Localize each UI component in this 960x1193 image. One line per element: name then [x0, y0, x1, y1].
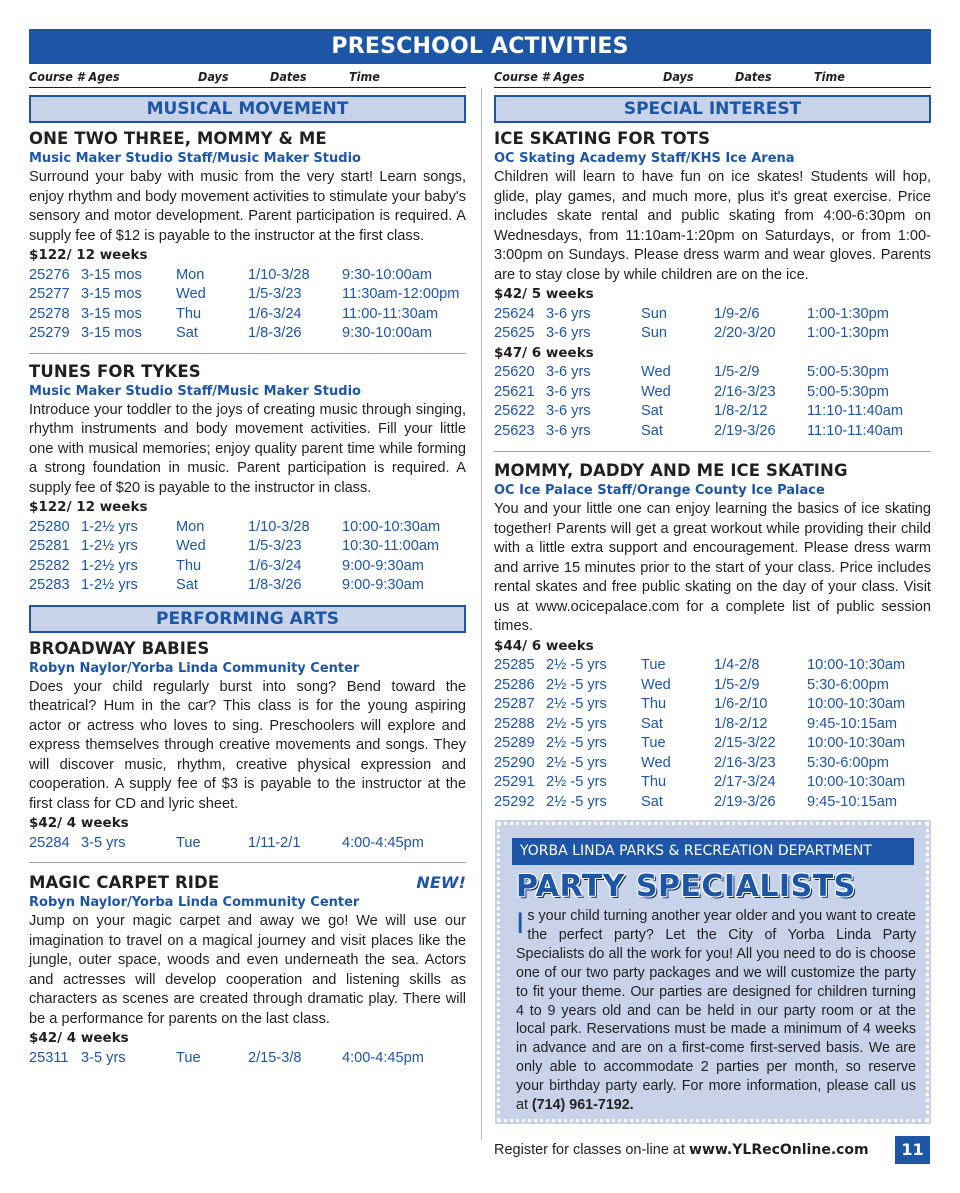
course-dates: 1/10-3/28	[248, 266, 310, 283]
course-day: Sat	[641, 715, 663, 732]
course-dates: 2/16-3/23	[714, 383, 776, 400]
course-number: 25288	[494, 715, 535, 732]
course-day: Sat	[641, 422, 663, 439]
course-number: 25292	[494, 793, 535, 810]
schedule-row	[494, 383, 931, 403]
schedule-row	[494, 656, 931, 676]
course-time: 9:30-10:00am	[342, 266, 433, 283]
course-time: 5:00-5:30pm	[807, 383, 889, 400]
course-ages: 2½ -5 yrs	[546, 657, 607, 673]
course-title	[494, 461, 931, 481]
course-day: Sat	[641, 793, 663, 810]
course-number: 25280	[29, 518, 70, 535]
course-day: Thu	[641, 696, 667, 712]
course-number: 25621	[494, 383, 535, 400]
course-number: 25283	[29, 577, 70, 593]
course-description: You and your little one can enjoy learning the basics of ice skating together! Parents will get a great workout while providing their child with a little extra support and encouragement. Please dress warm and arrive 15 minutes prior to the start of your class. Price includes rental skates and free public skating on the day of your class. Visit us at www.ocicepalace.com for a complete list of public session times.	[494, 501, 931, 634]
section-musical-movement: MUSICAL MOVEMENT	[29, 95, 466, 123]
course-instructor: Music Maker Studio Staff/Music Maker Studio	[29, 151, 361, 166]
course-ages: 3-6 yrs	[546, 422, 591, 439]
page-number: 11	[895, 1136, 930, 1164]
course-day: Sun	[641, 325, 667, 341]
footer-url-link[interactable]: www.YLRecOnline.com	[689, 1142, 869, 1158]
schedule-row	[494, 754, 931, 774]
course-day: Sun	[641, 305, 667, 322]
course-time: 4:00-4:45pm	[342, 834, 424, 851]
section-performing-arts: PERFORMING ARTS	[29, 605, 466, 633]
course-time: 9:45-10:15am	[807, 715, 898, 732]
course-day: Wed	[641, 754, 671, 771]
course-day: Wed	[641, 364, 671, 380]
course-time: 5:00-5:30pm	[807, 364, 889, 380]
course-number: 25290	[494, 754, 535, 771]
course-dates: 1/5-2/9	[714, 364, 760, 380]
course-time: 10:00-10:30am	[807, 774, 906, 790]
schedule-row	[29, 1049, 466, 1069]
course-time: 11:30am-12:00pm	[342, 286, 460, 302]
schedule-row	[494, 695, 931, 715]
column-headers	[494, 66, 931, 88]
course-time: 10:00-10:30am	[807, 735, 906, 751]
course-dates: 2/19-3/26	[714, 793, 776, 810]
course-dates: 2/15-3/22	[714, 735, 776, 751]
course-day: Tue	[176, 1049, 201, 1066]
column-divider	[481, 88, 482, 1140]
course-dates: 1/8-2/12	[714, 715, 768, 732]
course-day: Sat	[176, 325, 198, 341]
course-dates: 1/8-3/26	[248, 577, 302, 593]
course-instructor: OC Ice Palace Staff/Orange County Ice Palace	[494, 483, 825, 498]
course-dates: 1/6-2/10	[714, 696, 768, 712]
course-number: 25286	[494, 676, 535, 693]
schedule-row	[494, 305, 931, 325]
course-time: 9:00-9:30am	[342, 557, 424, 574]
course-ages: 2½ -5 yrs	[546, 793, 607, 810]
course-time: 10:00-10:30am	[807, 657, 906, 673]
course-ages: 3-6 yrs	[546, 364, 591, 380]
schedule-row	[494, 363, 931, 383]
course-dates: 1/8-3/26	[248, 325, 302, 341]
course-price: $122/ 12 weeks	[29, 499, 148, 515]
footer	[494, 1138, 869, 1162]
course-ages: 3-15 mos	[81, 325, 142, 341]
course-time: 9:30-10:00am	[342, 325, 433, 341]
course-instructor: Robyn Naylor/Yorba Linda Community Center	[29, 660, 360, 676]
schedule-table	[29, 1049, 466, 1069]
header-time: Time	[814, 69, 845, 84]
course-price: $47/ 6 weeks	[494, 344, 594, 361]
course-ages: 3-15 mos	[81, 305, 142, 322]
course-ages: 3-5 yrs	[81, 1049, 126, 1066]
course-day: Tue	[641, 735, 666, 751]
course-ages: 2½ -5 yrs	[546, 774, 607, 790]
course-price: $42/ 4 weeks	[29, 1030, 129, 1046]
course-title	[29, 129, 466, 149]
course-description: Introduce your toddler to the joys of creating music through singing, rhythm instruments and body movement activities. Fill your little one with musical memories; enjoy quality parent time while forming a strong foundation in music. Parent participation is required. A supply fee of $20 is payable to the instructor in class.	[29, 401, 466, 496]
course-number: 25282	[29, 557, 70, 574]
schedule-row	[494, 402, 931, 422]
course-ages: 3-6 yrs	[546, 403, 591, 419]
course-ages: 1-2½ yrs	[81, 577, 138, 593]
course-day: Wed	[176, 286, 206, 302]
course-day: Mon	[176, 266, 205, 283]
section-special-interest: SPECIAL INTEREST	[494, 95, 931, 123]
course-ages: 3-6 yrs	[546, 383, 591, 400]
course-number: 25620	[494, 364, 535, 380]
course-number: 25289	[494, 735, 535, 751]
course-tunes-for-tykes	[29, 362, 466, 596]
schedule-row	[29, 576, 466, 596]
schedule-row	[494, 422, 931, 442]
course-ages: 2½ -5 yrs	[546, 735, 607, 751]
course-time: 9:00-9:30am	[342, 577, 424, 593]
header-days: Days	[663, 69, 694, 84]
course-magic-carpet-ride	[29, 873, 466, 1068]
course-number: 25276	[29, 266, 70, 283]
course-time: 1:00-1:30pm	[807, 325, 889, 341]
course-price: $44/ 6 weeks	[494, 637, 594, 654]
course-title-text: MOMMY, DADDY AND ME ICE SKATING	[494, 461, 848, 480]
course-dates: 1/5-2/9	[714, 676, 760, 693]
course-number: 25278	[29, 305, 70, 322]
schedule-table	[494, 656, 931, 812]
course-number: 25284	[29, 834, 70, 851]
course-number: 25623	[494, 422, 535, 439]
course-title	[29, 639, 466, 659]
drop-cap: I	[516, 907, 525, 940]
course-price: $42/ 4 weeks	[29, 815, 129, 831]
divider	[494, 451, 931, 452]
course-number: 25291	[494, 774, 535, 790]
schedule-row	[29, 305, 466, 325]
course-description: Jump on your magic carpet and away we go! We will use our imagination to travel on a magical journey and visit places like the jungle, outer space, woods and even underneath the sea. Actors and actresses will develop cooperation and listening skills as characters as scenes are created through dramatic play. There will be a performance for parents on the last class.	[29, 913, 466, 1027]
course-day: Tue	[176, 834, 201, 851]
course-dates: 1/11-2/1	[248, 834, 301, 851]
course-ages: 3-15 mos	[81, 286, 142, 302]
schedule-row	[29, 518, 466, 538]
header-time: Time	[349, 69, 380, 84]
course-time: 9:45-10:15am	[807, 793, 898, 810]
schedule-row	[494, 324, 931, 344]
course-ages: 2½ -5 yrs	[546, 696, 607, 712]
course-dates: 1/6-3/24	[248, 557, 302, 574]
course-dates: 1/4-2/8	[714, 657, 760, 673]
course-number: 25279	[29, 325, 70, 341]
course-day: Wed	[176, 538, 206, 554]
schedule-table	[29, 518, 466, 596]
header-dates: Dates	[735, 69, 772, 84]
course-dates: 1/5-3/23	[248, 538, 302, 554]
schedule-row	[29, 285, 466, 305]
course-day: Tue	[641, 657, 666, 673]
course-time: 5:30-6:00pm	[807, 754, 889, 771]
schedule-row	[494, 676, 931, 696]
course-dates: 1/8-2/12	[714, 403, 768, 419]
course-day: Thu	[176, 557, 202, 574]
course-ice-skating-for-tots	[494, 129, 931, 441]
course-time: 11:10-11:40am	[807, 403, 904, 419]
course-title-text: TUNES FOR TYKES	[29, 361, 201, 381]
course-title	[494, 129, 931, 149]
course-ages: 2½ -5 yrs	[546, 754, 607, 771]
header-days: Days	[198, 69, 229, 84]
divider	[29, 862, 466, 863]
course-ages: 1-2½ yrs	[81, 518, 138, 535]
course-title-text: BROADWAY BABIES	[29, 638, 210, 658]
course-day: Mon	[176, 518, 205, 535]
course-time: 10:30-11:00am	[342, 538, 440, 554]
course-price: $42/ 5 weeks	[494, 286, 594, 302]
schedule-table	[494, 363, 931, 441]
party-phone[interactable]: (714) 961-7192.	[531, 1097, 634, 1114]
course-time: 1:00-1:30pm	[807, 305, 889, 322]
course-ages: 2½ -5 yrs	[546, 676, 607, 693]
divider	[29, 353, 466, 354]
schedule-row	[29, 537, 466, 557]
course-number: 25311	[29, 1049, 69, 1066]
header-course-ages: Course # Ages	[494, 69, 585, 84]
course-dates: 2/17-3/24	[714, 774, 776, 790]
course-day: Thu	[176, 305, 202, 322]
party-specialists-box	[497, 822, 929, 1122]
schedule-row	[29, 557, 466, 577]
schedule-row	[29, 324, 466, 344]
course-time: 11:10-11:40am	[807, 422, 904, 439]
course-description: Surround your baby with music from the very start! Learn songs, enjoy rhythm and body movement activities to stimulate your baby's sensory and motor development. Parent participation is required. A supply fee of $12 is payable to the instructor at the first class.	[29, 169, 466, 244]
course-instructor: Music Maker Studio Staff/Music Maker Studio	[29, 383, 361, 399]
course-ages: 1-2½ yrs	[81, 538, 138, 554]
schedule-table	[29, 266, 466, 344]
schedule-row	[29, 834, 466, 854]
course-number: 25624	[494, 305, 535, 322]
course-title-text: ONE TWO THREE, MOMMY & ME	[29, 129, 327, 148]
schedule-row	[29, 266, 466, 286]
course-time: 4:00-4:45pm	[342, 1049, 424, 1066]
course-time: 5:30-6:00pm	[807, 676, 889, 693]
course-title-text: MAGIC CARPET RIDE	[29, 873, 220, 892]
right-column	[494, 66, 931, 812]
course-time: 11:00-11:30am	[342, 305, 439, 322]
course-instructor: OC Skating Academy Staff/KHS Ice Arena	[494, 151, 795, 166]
course-dates: 2/20-3/20	[714, 325, 776, 341]
course-number: 25281	[29, 538, 70, 554]
schedule-row	[494, 793, 931, 813]
schedule-row	[494, 715, 931, 735]
course-ages: 3-6 yrs	[546, 325, 591, 341]
course-day: Sat	[641, 403, 663, 419]
course-time: 10:00-10:30am	[807, 696, 906, 712]
schedule-row	[494, 773, 931, 793]
course-day: Sat	[176, 577, 198, 593]
course-number: 25285	[494, 657, 535, 673]
course-ages: 3-15 mos	[81, 266, 142, 283]
course-ages: 3-6 yrs	[546, 305, 591, 322]
party-body: s your child turning another year older and you want to create the perfect party? Let the City of Yorba Linda Party Specialists do all the work for you! All you need to do is choose one of our two party packages and we will customize the party to fit your theme. Our parties are designed for children turning 4 to 9 years old and can be held in our party room or at the local park. Reservations must be made a minimum of 4 weeks in advance and are on a first-come first-served basis. We are only able to accommodate 2 parties per month, so reserve your birthday party early. For more information, please call us at	[516, 908, 916, 1114]
course-dates: 1/6-3/24	[248, 305, 302, 322]
course-ages: 2½ -5 yrs	[546, 715, 607, 732]
course-number: 25287	[494, 696, 535, 712]
header-course-ages: Course # Ages	[29, 69, 120, 84]
course-dates: 1/5-3/23	[248, 286, 302, 302]
course-dates: 1/10-3/28	[248, 518, 310, 535]
course-description: Does your child regularly burst into song? Bend toward the theatrical? Hum in the car? This class is for the young aspiring actor or actress who loves to sing. Preschoolers will explore and express themselves through creative movements and songs. They will discover music, rhythm, creative physical expression and cooperation. A supply fee of $3 is payable to the instructor at the first class for CD and lyric sheet.	[29, 678, 466, 812]
footer-text: Register for classes on-line at	[494, 1142, 690, 1158]
course-number: 25277	[29, 286, 70, 302]
course-one-two-three	[29, 129, 466, 344]
course-day: Wed	[641, 383, 671, 400]
header-dates: Dates	[270, 69, 307, 84]
course-price: $122/ 12 weeks	[29, 247, 148, 263]
course-title-text: ICE SKATING FOR TOTS	[494, 129, 711, 148]
course-ages: 3-5 yrs	[81, 834, 126, 851]
course-description: Children will learn to have fun on ice skates! Students will hop, glide, play games, and much more, plus it's great exercise. Price includes skate rental and public skating from 4:00-6:30pm on Wednesdays, from 11:10am-1:20pm on Saturdays, or from 1:00-3:00pm on Sundays. Please dress warm and wear gloves. Parents are to stay close by while children are on the ice.	[494, 169, 931, 283]
course-ages: 1-2½ yrs	[81, 557, 138, 574]
left-column	[29, 66, 466, 1068]
course-day: Thu	[641, 774, 667, 790]
column-headers	[29, 66, 466, 88]
course-title	[29, 362, 466, 382]
schedule-row	[494, 734, 931, 754]
course-broadway-babies	[29, 639, 466, 854]
page-banner: PRESCHOOL ACTIVITIES	[29, 29, 931, 64]
party-text	[516, 907, 916, 1115]
course-title	[29, 873, 466, 893]
schedule-table	[494, 305, 931, 344]
course-dates: 2/16-3/23	[714, 754, 776, 771]
course-dates: 1/9-2/6	[714, 305, 760, 322]
course-number: 25625	[494, 325, 535, 341]
course-dates: 2/15-3/8	[248, 1049, 302, 1066]
new-badge: NEW!	[416, 873, 466, 892]
course-dates: 2/19-3/26	[714, 422, 776, 439]
course-time: 10:00-10:30am	[342, 518, 441, 535]
course-mommy-daddy-ice-skating	[494, 461, 931, 812]
course-day: Wed	[641, 676, 671, 693]
schedule-table	[29, 834, 466, 854]
course-instructor: Robyn Naylor/Yorba Linda Community Center	[29, 895, 360, 910]
party-title: PARTY SPECIALISTS	[516, 869, 856, 904]
party-department: YORBA LINDA PARKS & RECREATION DEPARTMENT	[512, 838, 914, 865]
course-number: 25622	[494, 403, 535, 419]
